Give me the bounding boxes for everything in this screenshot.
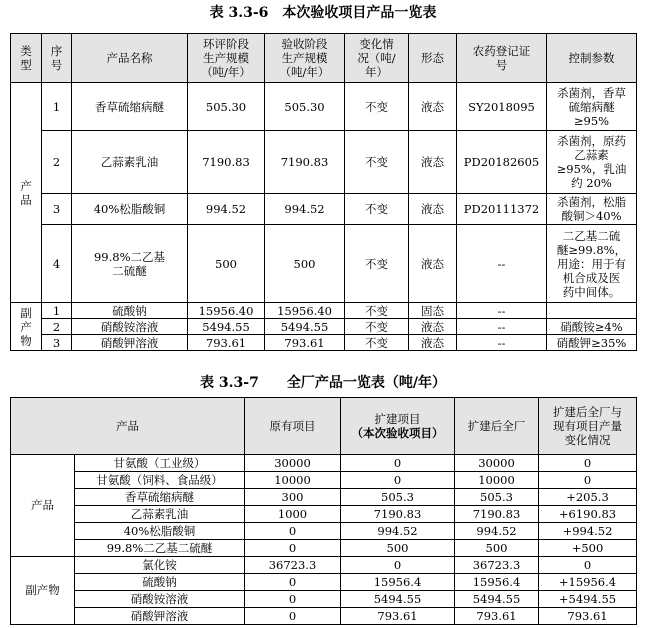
group-label-byproduct: 副 产 物 [11, 303, 42, 351]
cell-product-name: 40%松脂酸铜 [75, 523, 245, 540]
cell-expansion: 0 [341, 472, 455, 489]
cell-change: +500 [539, 540, 637, 557]
cell-product-name: 硫酸钠 [72, 303, 188, 319]
cell-after: 994.52 [455, 523, 539, 540]
cell-change: 不变 [345, 303, 409, 319]
table-row [11, 303, 637, 319]
cell-registration: -- [457, 319, 547, 335]
plant-product-table [10, 397, 637, 625]
cell-no: 3 [42, 194, 72, 225]
cell-change: 不变 [345, 225, 409, 303]
table1-caption: 表 3.3-6 本次验收项目产品一览表 [209, 5, 437, 21]
header-product-name: 产品名称 [72, 34, 188, 83]
header-acceptance-scale: 验收阶段 生产规模 （吨/年） [265, 34, 345, 83]
cell-product-name: 硫酸钠 [75, 574, 245, 591]
cell-original: 0 [245, 574, 341, 591]
table2-header-row [11, 398, 637, 455]
table-row [11, 523, 637, 540]
cell-original: 0 [245, 608, 341, 625]
group-label-byproduct: 副产物 [11, 557, 75, 625]
group-label-product: 产 品 [11, 83, 42, 303]
cell-change: 不变 [345, 131, 409, 194]
table-row [11, 194, 637, 225]
table-row [11, 83, 637, 131]
cell-change: 不变 [345, 194, 409, 225]
cell-change: 不变 [345, 335, 409, 351]
table2-caption: 表 3.3-7 全厂产品一览表（吨/年） [200, 375, 446, 391]
cell-original: 300 [245, 489, 341, 506]
cell-after: 500 [455, 540, 539, 557]
table-row [11, 540, 637, 557]
cell-expansion: 793.61 [341, 608, 455, 625]
cell-expansion: 500 [341, 540, 455, 557]
cell-original: 0 [245, 523, 341, 540]
table-row [11, 591, 637, 608]
cell-control-param: 硝酸钾≥35% [547, 335, 637, 351]
cell-product-name: 硝酸铵溶液 [75, 591, 245, 608]
cell-change: 0 [539, 455, 637, 472]
cell-change: +6190.83 [539, 506, 637, 523]
cell-form: 液态 [409, 335, 457, 351]
cell-acceptance: 5494.55 [265, 319, 345, 335]
header-original: 原有项目 [245, 398, 341, 455]
cell-change: 0 [539, 472, 637, 489]
cell-eia: 5494.55 [188, 319, 265, 335]
cell-no: 4 [42, 225, 72, 303]
table-row [11, 489, 637, 506]
cell-original: 36723.3 [245, 557, 341, 574]
header-change-status: 扩建后全厂与 现有项目产量 变化情况 [539, 398, 637, 455]
cell-registration: -- [457, 225, 547, 303]
cell-product-name: 香草硫缩病醚 [75, 489, 245, 506]
cell-form: 液态 [409, 83, 457, 131]
table1-header-row [11, 34, 637, 83]
header-eia-scale: 环评阶段 生产规模 （吨/年） [188, 34, 265, 83]
cell-after: 36723.3 [455, 557, 539, 574]
cell-product-name: 香草硫缩病醚 [72, 83, 188, 131]
cell-eia: 500 [188, 225, 265, 303]
cell-change: +205.3 [539, 489, 637, 506]
cell-after: 5494.55 [455, 591, 539, 608]
cell-no: 3 [42, 335, 72, 351]
group-label-product: 产品 [11, 455, 75, 557]
header-expansion-line1: 扩建项目 [374, 412, 421, 426]
header-no: 序 号 [42, 34, 72, 83]
cell-product-name: 硝酸钾溶液 [72, 335, 188, 351]
cell-acceptance: 500 [265, 225, 345, 303]
cell-product-name: 99.8%二乙基 二硫醚 [72, 225, 188, 303]
cell-original: 10000 [245, 472, 341, 489]
cell-expansion: 5494.55 [341, 591, 455, 608]
cell-product-name: 甘氨酸（饲料、食品级） [75, 472, 245, 489]
header-change: 变化情 况（吨/ 年） [345, 34, 409, 83]
cell-control-param: 杀菌剂，原药 乙蒜素 ≥95%，乳油 约 20% [547, 131, 637, 194]
header-form: 形态 [409, 34, 457, 83]
cell-form: 液态 [409, 131, 457, 194]
table-row [11, 472, 637, 489]
table-row [11, 557, 637, 574]
header-product: 产品 [11, 398, 245, 455]
cell-original: 0 [245, 591, 341, 608]
cell-eia: 793.61 [188, 335, 265, 351]
cell-change: 0 [539, 557, 637, 574]
table-row [11, 574, 637, 591]
cell-control-param [547, 303, 637, 319]
cell-form: 液态 [409, 319, 457, 335]
table-row [11, 225, 637, 303]
cell-registration: -- [457, 303, 547, 319]
table-row [11, 608, 637, 625]
table-row [11, 335, 637, 351]
cell-eia: 7190.83 [188, 131, 265, 194]
cell-form: 固态 [409, 303, 457, 319]
cell-form: 液态 [409, 194, 457, 225]
cell-expansion: 15956.4 [341, 574, 455, 591]
cell-after: 793.61 [455, 608, 539, 625]
cell-registration: PD20182605 [457, 131, 547, 194]
cell-control-param: 杀菌剂，松脂 酸铜＞40% [547, 194, 637, 225]
header-registration: 农药登记证 号 [457, 34, 547, 83]
cell-acceptance: 793.61 [265, 335, 345, 351]
cell-change: 793.61 [539, 608, 637, 625]
cell-acceptance: 15956.40 [265, 303, 345, 319]
cell-after: 505.3 [455, 489, 539, 506]
cell-after: 15956.4 [455, 574, 539, 591]
cell-registration: SY2018095 [457, 83, 547, 131]
cell-form: 液态 [409, 225, 457, 303]
cell-change: +5494.55 [539, 591, 637, 608]
table-row [11, 506, 637, 523]
cell-product-name: 40%松脂酸铜 [72, 194, 188, 225]
cell-no: 2 [42, 131, 72, 194]
cell-product-name: 99.8%二乙基二硫醚 [75, 540, 245, 557]
cell-original: 0 [245, 540, 341, 557]
cell-control-param: 二乙基二硫 醚≥99.8%， 用途：用于有 机合成及医 药中间体。 [547, 225, 637, 303]
cell-eia: 994.52 [188, 194, 265, 225]
header-after-expansion: 扩建后全厂 [455, 398, 539, 455]
cell-after: 10000 [455, 472, 539, 489]
header-control-params: 控制参数 [547, 34, 637, 83]
cell-control-param: 杀菌剂，香草 硫缩病醚 ≥95% [547, 83, 637, 131]
cell-no: 2 [42, 319, 72, 335]
cell-change: 不变 [345, 319, 409, 335]
cell-no: 1 [42, 303, 72, 319]
cell-product-name: 硝酸钾溶液 [75, 608, 245, 625]
cell-original: 30000 [245, 455, 341, 472]
cell-product-name: 乙蒜素乳油 [72, 131, 188, 194]
cell-no: 1 [42, 83, 72, 131]
cell-change: 不变 [345, 83, 409, 131]
cell-expansion: 994.52 [341, 523, 455, 540]
cell-eia: 505.30 [188, 83, 265, 131]
cell-registration: PD20111372 [457, 194, 547, 225]
cell-original: 1000 [245, 506, 341, 523]
cell-expansion: 0 [341, 557, 455, 574]
table-row [11, 319, 637, 335]
cell-control-param: 硝酸铵≥4% [547, 319, 637, 335]
cell-registration: -- [457, 335, 547, 351]
header-expansion-line2: （本次验收项目） [351, 426, 444, 440]
cell-acceptance: 505.30 [265, 83, 345, 131]
cell-expansion: 0 [341, 455, 455, 472]
cell-expansion: 505.3 [341, 489, 455, 506]
cell-expansion: 7190.83 [341, 506, 455, 523]
cell-product-name: 甘氨酸（工业级） [75, 455, 245, 472]
acceptance-product-table [10, 33, 637, 351]
cell-product-name: 乙蒜素乳油 [75, 506, 245, 523]
header-type: 类 型 [11, 34, 42, 83]
cell-product-name: 氯化铵 [75, 557, 245, 574]
table-row [11, 131, 637, 194]
cell-after: 30000 [455, 455, 539, 472]
cell-eia: 15956.40 [188, 303, 265, 319]
cell-after: 7190.83 [455, 506, 539, 523]
cell-change: +15956.4 [539, 574, 637, 591]
table-row [11, 455, 637, 472]
cell-acceptance: 7190.83 [265, 131, 345, 194]
cell-product-name: 硝酸铵溶液 [72, 319, 188, 335]
cell-acceptance: 994.52 [265, 194, 345, 225]
cell-change: +994.52 [539, 523, 637, 540]
header-expansion [341, 398, 455, 455]
